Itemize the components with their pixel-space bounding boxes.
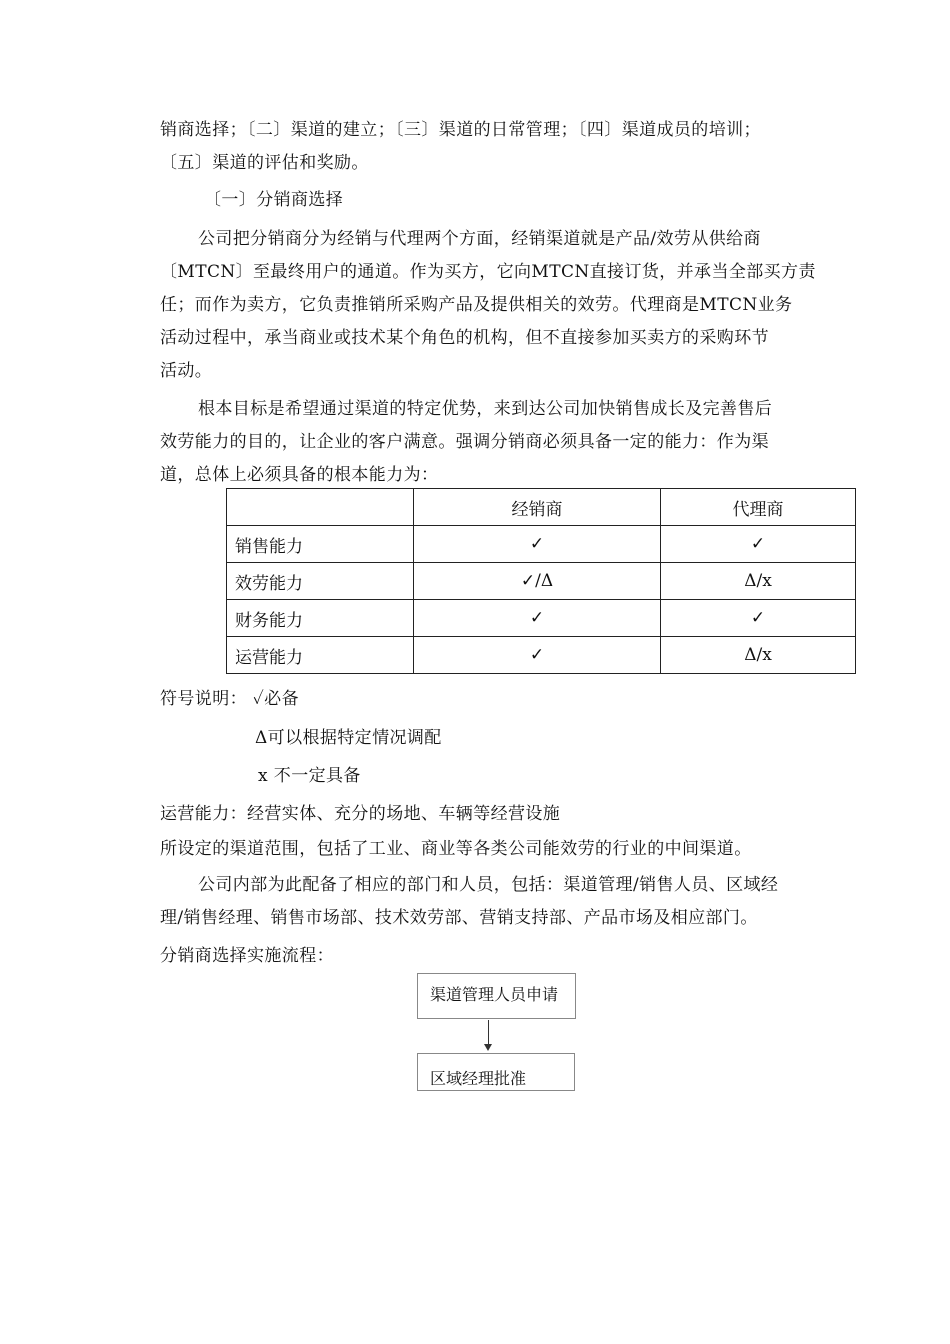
paragraph-1-line-4: 活动过程中，承当商业或技术某个角色的机构，但不直接参加买卖方的采购环节 xyxy=(160,328,769,348)
legend-required: ✓必备 xyxy=(252,689,299,709)
agent-mark: ✓ xyxy=(661,526,856,563)
distributor-mark: ✓ xyxy=(414,600,661,637)
intro-line-2: 〔五〕渠道的评估和奖励。 xyxy=(160,153,369,173)
paragraph-3-line-1: 公司内部为此配备了相应的部门和人员，包括：渠道管理/销售人员、区域经 xyxy=(198,875,779,895)
row-label: 财务能力 xyxy=(227,600,414,637)
flow-step-apply-label: 渠道管理人员申请 xyxy=(430,985,559,1004)
table-row xyxy=(227,600,856,637)
flow-step-approve-label: 区域经理批准 xyxy=(430,1069,527,1088)
paragraph-2-line-2: 效劳能力的目的，让企业的客户满意。强调分销商必须具备一定的能力：作为渠 xyxy=(160,432,769,452)
paragraph-1-line-5: 活动。 xyxy=(160,361,213,381)
paragraph-2-line-3: 道，总体上必须具备的根本能力为： xyxy=(160,465,439,485)
legend-adjustable: Δ可以根据特定情况调配 xyxy=(255,728,442,748)
legend-optional: x 不一定具备 xyxy=(258,766,361,786)
flow-connector xyxy=(488,1020,489,1046)
arrow-down-icon xyxy=(484,1044,492,1051)
row-label: 运营能力 xyxy=(227,637,414,674)
distributor-mark: ✓ xyxy=(414,637,661,674)
table-header-empty xyxy=(227,489,414,526)
table-header-distributor: 经销商 xyxy=(414,489,661,526)
capability-table xyxy=(226,488,856,674)
legend-title: 符号说明： xyxy=(160,689,247,709)
flow-title: 分销商选择实施流程： xyxy=(160,946,334,966)
paragraph-2-line-1: 根本目标是希望通过渠道的特定优势，来到达公司加快销售成长及完善售后 xyxy=(198,399,773,419)
paragraph-1-line-2: 〔MTCN〕至最终用户的通道。作为买方，它向MTCN直接订货，并承当全部买方责 xyxy=(160,262,816,282)
section-heading: 〔一〕分销商选择 xyxy=(204,190,344,210)
table-row xyxy=(227,637,856,674)
flow-step-approve xyxy=(417,1053,575,1091)
legend-row xyxy=(160,684,299,709)
distributor-mark: ✓/Δ xyxy=(414,563,661,600)
ops-description: 运营能力：经营实体、充分的场地、车辆等经营设施 xyxy=(160,804,561,824)
table-header-agent: 代理商 xyxy=(661,489,856,526)
row-label: 销售能力 xyxy=(227,526,414,563)
paragraph-1-line-3: 任；而作为卖方，它负责推销所采购产品及提供相关的效劳。代理商是MTCN业务 xyxy=(160,295,793,315)
intro-line-1: 销商选择；〔二〕渠道的建立；〔三〕渠道的日常管理；〔四〕渠道成员的培训； xyxy=(160,120,761,140)
table-row xyxy=(227,526,856,563)
agent-mark: Δ/x xyxy=(661,637,856,674)
paragraph-3-line-2: 理/销售经理、销售市场部、技术效劳部、营销支持部、产品市场及相应部门。 xyxy=(160,908,758,928)
row-label: 效劳能力 xyxy=(227,563,414,600)
agent-mark: ✓ xyxy=(661,600,856,637)
agent-mark: Δ/x xyxy=(661,563,856,600)
table-row xyxy=(227,563,856,600)
paragraph-1-line-1: 公司把分销商分为经销与代理两个方面，经销渠道就是产品/效劳从供给商 xyxy=(198,229,761,249)
scope-description: 所设定的渠道范围，包括了工业、商业等各类公司能效劳的行业的中间渠道。 xyxy=(160,839,752,859)
flow-step-apply xyxy=(417,973,576,1019)
table-header-row xyxy=(227,489,856,526)
distributor-mark: ✓ xyxy=(414,526,661,563)
